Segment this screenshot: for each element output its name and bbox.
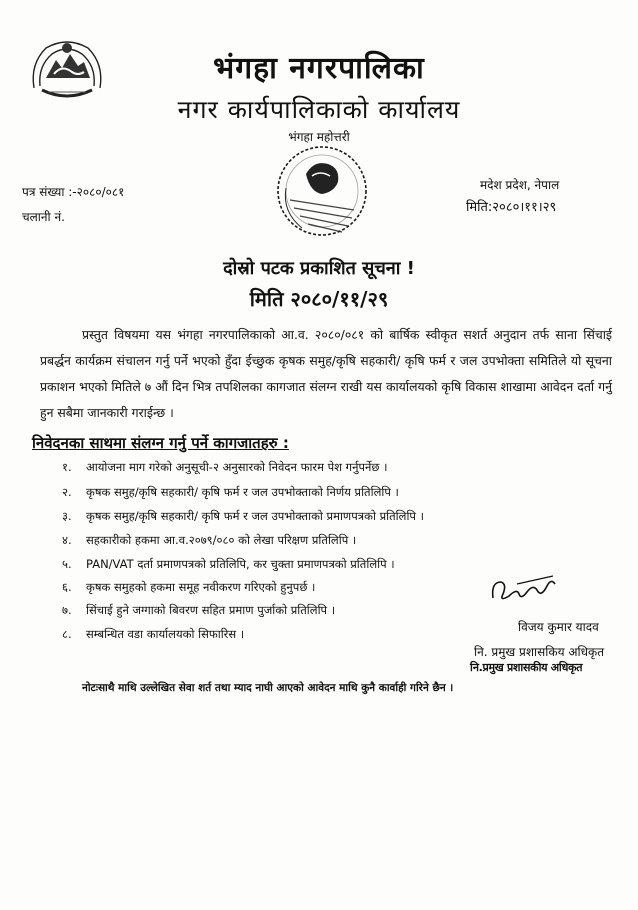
list-item-text: सम्बन्धित वडा कार्यालयको सिफारिस । xyxy=(86,627,245,641)
notice-date: मिति २०८०/११/२९ xyxy=(249,287,389,311)
office-seal-stamp xyxy=(272,142,372,240)
letter-date: मिति:२०८०।११।२९ xyxy=(466,200,557,215)
list-item xyxy=(62,533,356,548)
list-item-number: १. xyxy=(62,460,72,474)
signature-scrawl xyxy=(487,572,559,608)
list-item xyxy=(62,557,395,572)
office-subtitle: नगर कार्यपालिकाको कार्यालय xyxy=(177,95,461,124)
list-item-text: कृषक समुह/कृषि सहकारी/ कृषि फर्म र जल उपभोक्ताको प्रमाणपत्रको प्रतिलिपि । xyxy=(86,509,424,523)
designation-stamp: नि.प्रमुख प्रशासकीय अधिकृत xyxy=(470,661,583,674)
list-item-text: कृषक समुह/कृषि सहकारी/ कृषि फर्म र जल उपभोक्ताको निर्णय प्रतिलिपि । xyxy=(86,485,399,499)
list-item-number: २. xyxy=(62,485,72,499)
signer-designation: नि. प्रमुख प्रशासकिय अधिकृत xyxy=(474,645,605,659)
list-item-text: आयोजना माग गरेको अनुसूची-२ अनुसारको निवेदन फारम पेश गर्नुपर्नेछ । xyxy=(86,460,388,474)
list-item-text: सहकारीको हकमा आ.व.२०७९/०८० को लेखा परिक्षण प्रतिलिपि । xyxy=(86,533,357,547)
signer-name: विजय कुमार यादव xyxy=(518,620,599,634)
footnote: नोटःसाथै माथि उल्लेखित सेवा शर्त तथा म्याद नाघी आएको आवेदन माथि कुनै कार्वाही गरिने छैन । xyxy=(82,682,454,694)
list-item-text: सिंचाई हुने जग्गाको बिवरण सहित प्रमाण पुर्जाको प्रतिलिपि । xyxy=(86,603,336,617)
province-country: मदेश प्रदेश, नेपाल xyxy=(480,178,560,192)
list-item xyxy=(62,485,399,500)
list-item-number: ४. xyxy=(62,533,72,547)
notice-title: दोस्रो पटक प्रकाशित सूचना ! xyxy=(223,258,415,279)
list-item-text: कृषक समुहको हकमा समूह नवीकरण गरिएको हुनुपर्छ । xyxy=(86,580,316,594)
notice-body-paragraph: प्रस्तुत विषयमा यस भंगहा नगरपालिकाको आ.व. २०८०/०८१ को बार्षिक स्वीकृत सशर्त अनुदान तर्फ साना सिंचाई प्रबर्द्धन कार्यक्रम संचालन गर्नु पर्ने भएको हुँदा ईच्छुक कृषक समुह/कृषि सहकारी/ कृषि फर्म र जल उपभोक्ता समितिले यो सूचना प्रकाशन भएको मितिले ७ औं दिन भित्र तपशिलका कागजात संलग्न राखी यस कार्यालयको कृषि विकास शाखामा आवेदन दर्ता गर्नु हुन सबैमा जानकारी गराईन्छ । xyxy=(40,327,612,420)
list-item xyxy=(62,627,244,642)
list-item-number: ७. xyxy=(62,603,72,617)
list-item-number: ३. xyxy=(62,509,72,523)
list-item xyxy=(62,509,424,524)
list-item-number: ८. xyxy=(62,627,72,641)
list-item-text: PAN/VAT दर्ता प्रमाणपत्रको प्रतिलिपि, कर चुक्ता प्रमाणपत्रको प्रतिलिपि । xyxy=(86,557,395,571)
page-title: भंगहा नगरपालिका xyxy=(213,51,425,86)
dispatch-number: चलानी नं. xyxy=(22,210,65,224)
office-location: भंगहा महोत्तरी xyxy=(288,130,350,144)
list-item xyxy=(62,460,388,475)
list-item-number: ५. xyxy=(62,557,72,571)
documents-list-heading: निवेदनका साथमा संलग्न गर्नु पर्ने कागजातहरु : xyxy=(32,434,289,452)
list-item xyxy=(62,603,335,618)
letter-reference-number: पत्र संख्या :-२०८०/०८१ xyxy=(22,185,125,199)
list-item-number: ६. xyxy=(62,580,72,594)
list-item xyxy=(62,580,315,595)
